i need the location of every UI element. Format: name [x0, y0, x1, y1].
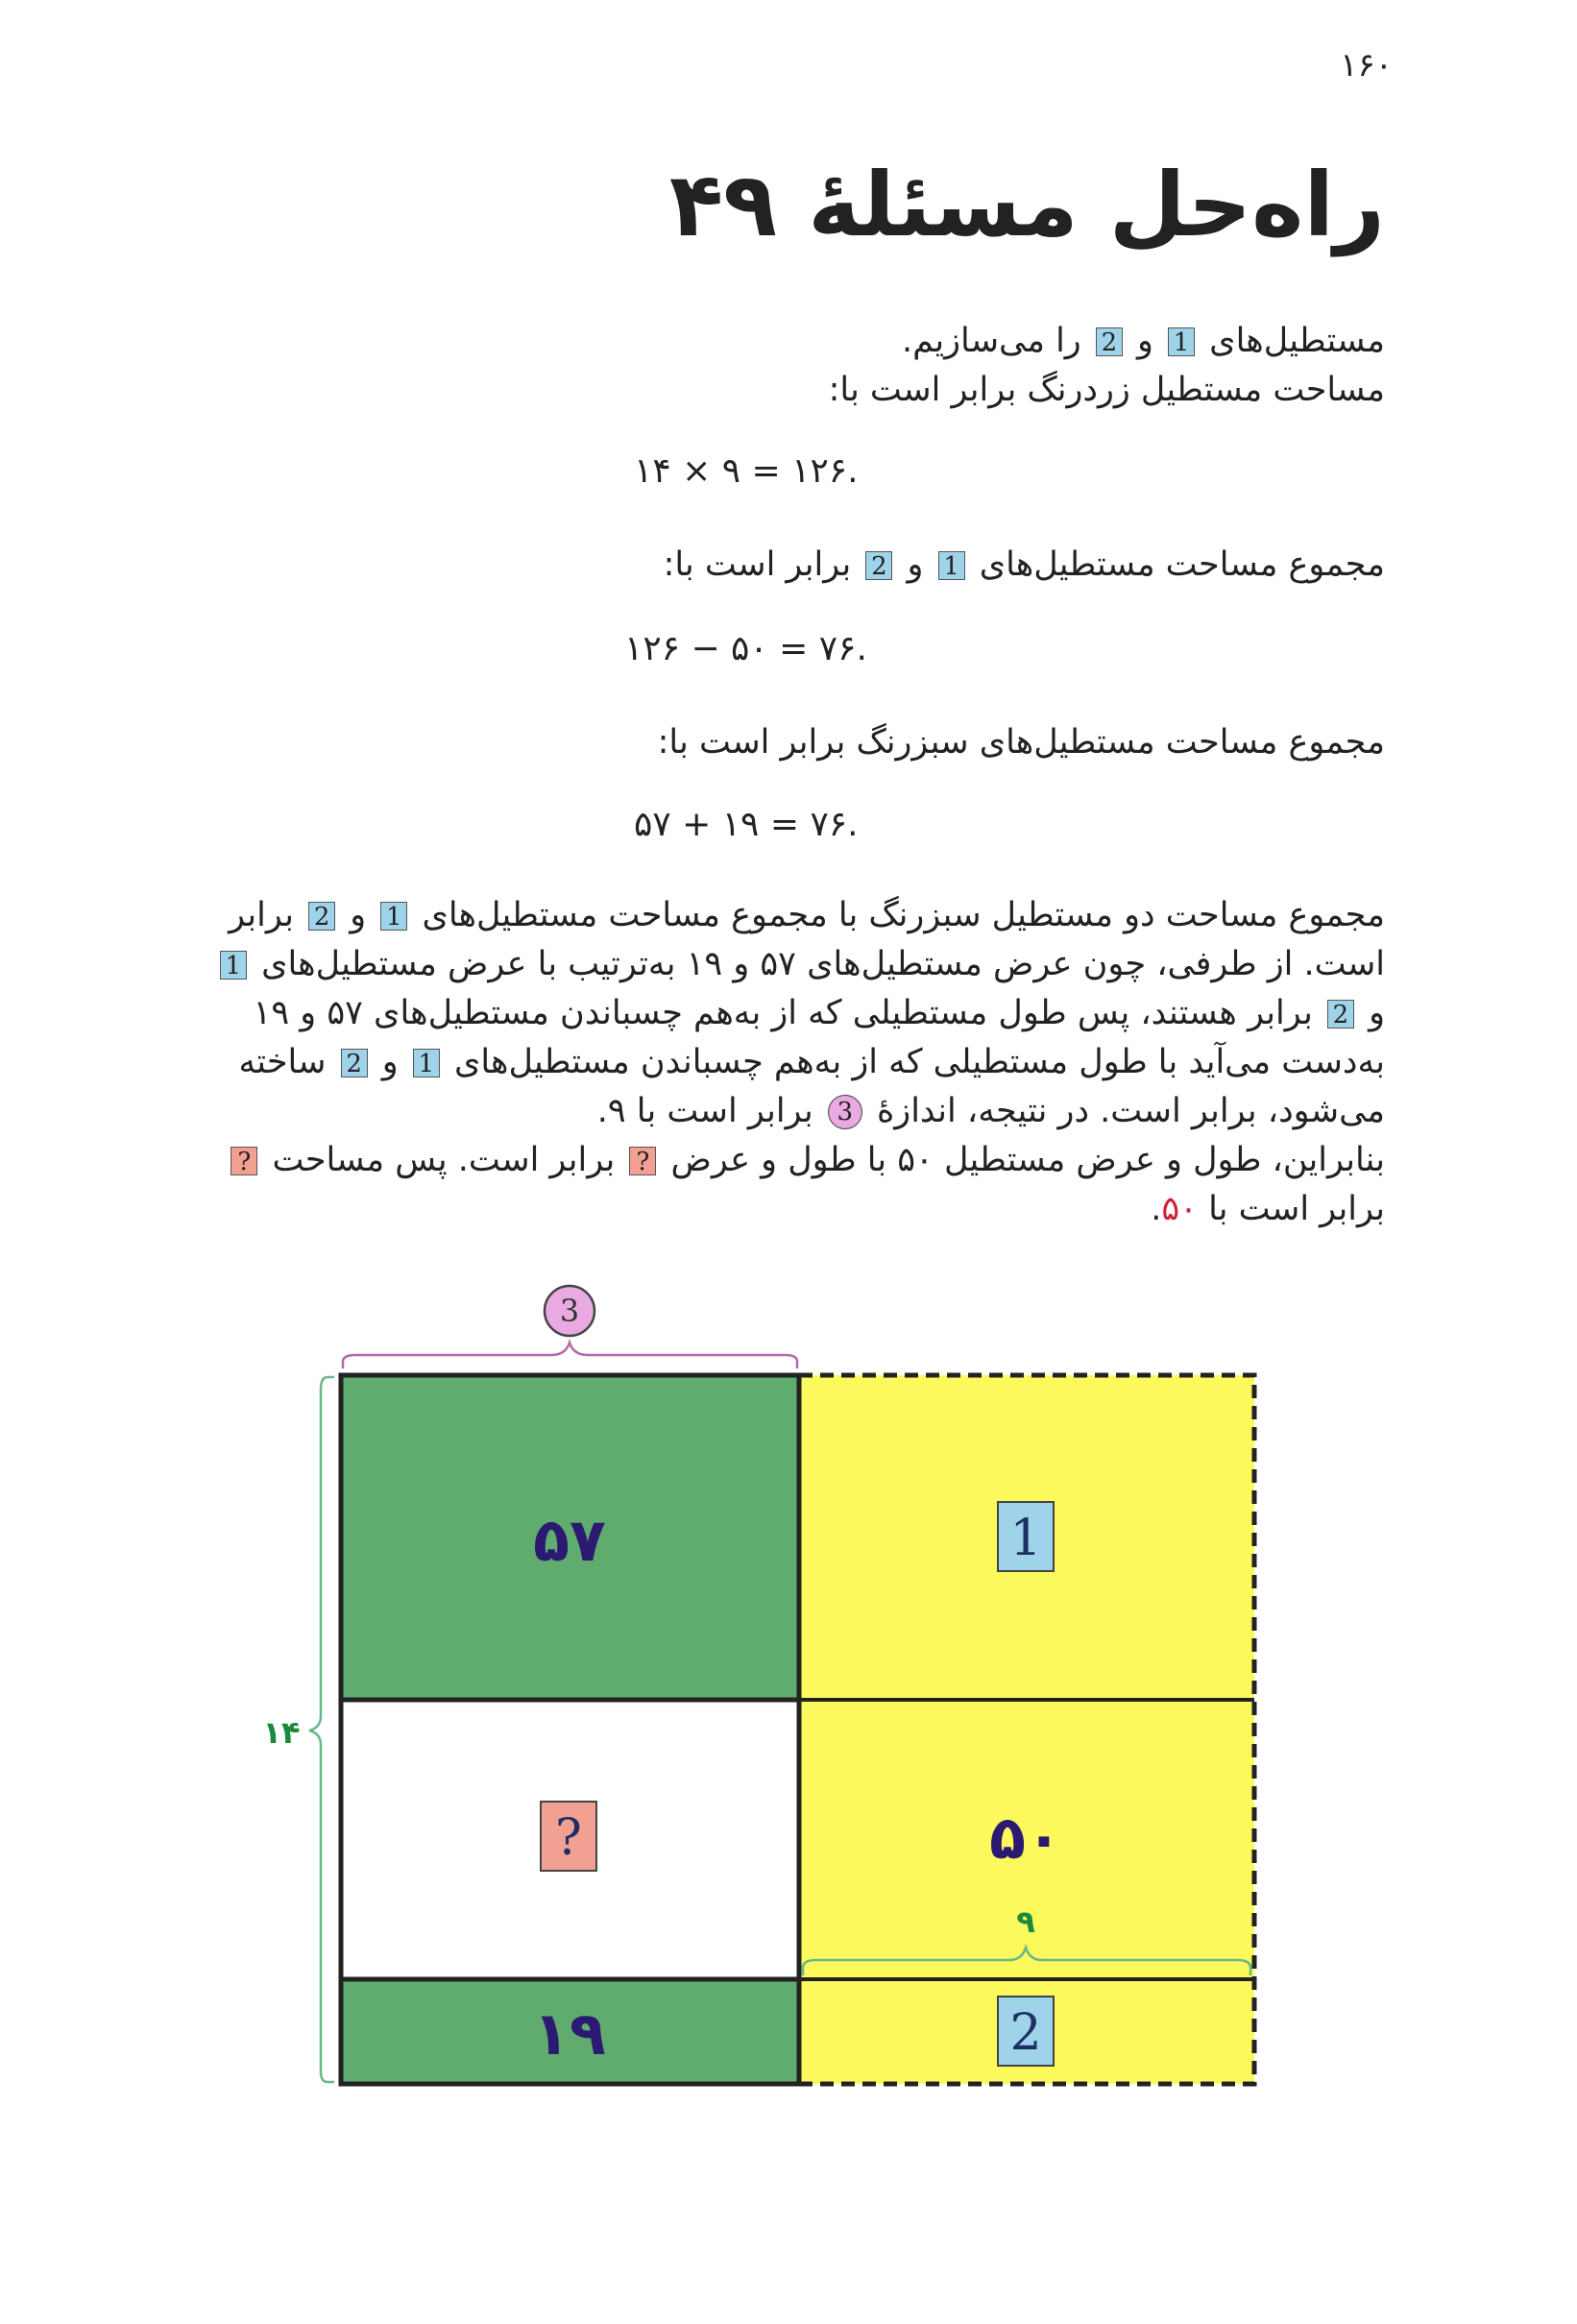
label-question: ?	[555, 1809, 582, 1867]
equation-3: ۵۷ + ۱۹ = ۷۶.	[634, 805, 859, 844]
box-2-icon: 2	[308, 902, 335, 931]
answer-value: ۵۰	[1161, 1190, 1198, 1228]
label-19: ۱۹	[533, 1998, 606, 2069]
explanation-paragraph: مجموع مساحت دو مستطیل سبزرنگ با مجموع مساحت مستطیل‌های 1 و 2 برابر است. از طرفی، چون عرض مستطیل‌های ۵۷ و ۱۹ به‌ترتیب با عرض مستطیل‌های 1 و 2 برابر هستند، پس طول مستطیلی که از به‌هم چسباندن مستطیل‌های ۵۷ و ۱۹ به‌دست می‌آید با طول مستطیلی که از به‌هم چسباندن مستطیل‌های 1 و 2 ساخته می‌شود، برابر است. در نتیجه، اندازهٔ 3 برابر است با ۹. بنابراین، طول و عرض مستطیل ۵۰ با طول و عرض ? برابر است. پس مساحت ? برابر است با ۵۰.	[123, 891, 1385, 1234]
box-1-icon: 1	[413, 1049, 440, 1077]
question-box-icon: ?	[230, 1147, 257, 1175]
label-9: ۹	[1016, 1903, 1035, 1940]
label-3: 3	[559, 1293, 580, 1329]
equation-1: ۱۴ × ۹ = ۱۲۶.	[634, 451, 859, 491]
green-sum-line: مجموع مساحت مستطیل‌های سبزرنگ برابر است با:	[657, 723, 1385, 762]
page-number: ۱۶۰	[1340, 46, 1393, 85]
box-1-icon: 1	[380, 902, 407, 931]
box-1-icon: 1	[938, 551, 965, 580]
label-57: ۵۷	[533, 1505, 606, 1575]
sum-line: مجموع مساحت مستطیل‌های 1 و 2 برابر است با:	[663, 545, 1385, 584]
label-2: 2	[1009, 2004, 1042, 2062]
box-1-icon: 1	[220, 951, 247, 980]
label-50: ۵۰	[989, 1803, 1062, 1873]
page-title: راه‌حل مسئلهٔ ۴۹	[668, 154, 1385, 256]
circle-3-icon: 3	[828, 1095, 862, 1129]
box-1-icon: 1	[1168, 327, 1195, 356]
box-2-icon: 2	[1327, 1000, 1354, 1029]
label-14: ۱۴	[262, 1714, 301, 1751]
intro-line-2: مساحت مستطیل زردرنگ برابر است با:	[828, 371, 1385, 409]
box-2-icon: 2	[865, 551, 892, 580]
intro-line-1: مستطیل‌های 1 و 2 را می‌سازیم.	[901, 322, 1385, 360]
label-1: 1	[1009, 1510, 1042, 1567]
question-box-icon: ?	[629, 1147, 656, 1175]
box-2-icon: 2	[1096, 327, 1123, 356]
equation-2: ۱۲۶ − ۵۰ = ۷۶.	[624, 629, 867, 668]
top-brace	[343, 1343, 797, 1368]
box-2-icon: 2	[341, 1049, 368, 1077]
left-brace	[309, 1377, 334, 2082]
